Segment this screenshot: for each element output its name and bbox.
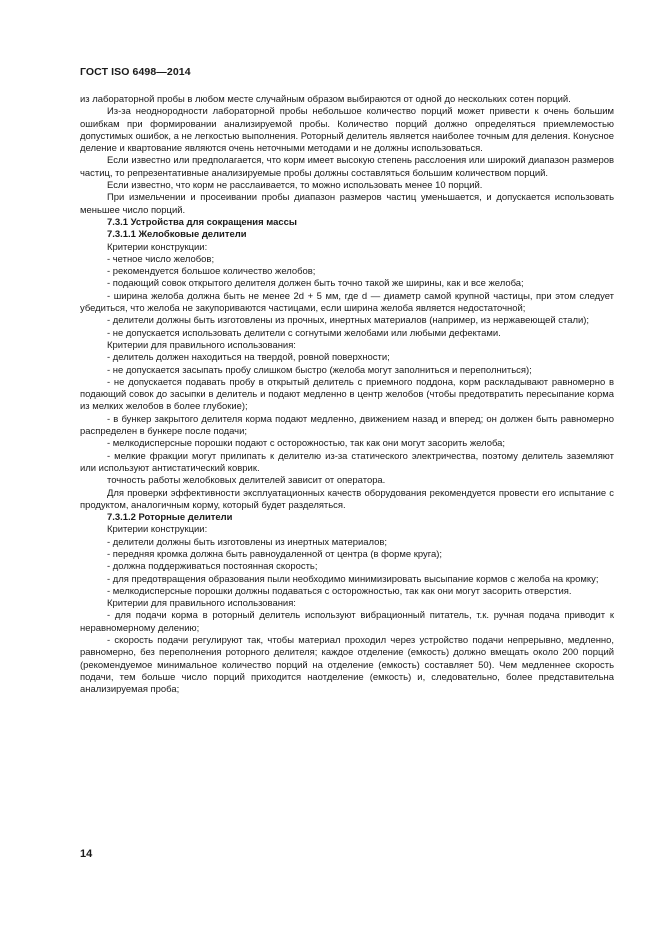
list-item: - ширина желоба должна быть не менее 2d + 5 мм, где d — диаметр самой крупной частицы, при этом следует убедиться, что желоба не закупориваются частицами, если ширина желоба является недостаточной;	[80, 290, 614, 315]
list-item: - для подачи корма в роторный делитель используют вибрационный питатель, т.к. ручная подача приводит к неравномерному делению;	[80, 610, 614, 634]
list-item: - в бункер закрытого делителя корма подают медленно, движением назад и вперед; он должен быть равномерно распределен в бункере после подачи;	[80, 413, 614, 438]
document-body	[80, 94, 614, 697]
section-heading: 7.3.1 Устройства для сокращения массы	[107, 216, 297, 228]
list-item: - мелкие фракции могут прилипать к делителю из-за статического электричества, поэтому делитель заземляют или используют антистатический коврик.	[80, 450, 614, 474]
list-item: - не допускается засыпать пробу слишком быстро (желоба могут заполниться и переполниться);	[107, 364, 532, 376]
paragraph: из лабораторной пробы в любом месте случайным образом выбираются от одной до нескольких сотен порций.	[80, 94, 571, 105]
document-header: ГОСТ ISO 6498—2014	[80, 66, 191, 78]
list-item: - рекомендуется большое количество желобов;	[107, 266, 316, 278]
list-item: - делители должны быть изготовлены из инертных материалов;	[107, 536, 387, 548]
paragraph: Из-за неоднородности лабораторной пробы небольшое количество порций может привести к очень большим ошибкам при формировании анализируемой пробы. Количество порций должно определяться приемлемостью допустимых ошибок, а не легкостью выполнения. Роторный делитель является наиболее точным для деления. Конусное деление и квартование являются очень неточными методами и не должны использоваться.	[80, 106, 614, 155]
paragraph: Критерии конструкции:	[107, 524, 208, 536]
paragraph: Если известно или предполагается, что корм имеет высокую степень расслоения или широкий диапазон размеров частиц, то репрезентативные анализируемые пробы должны составляться большим количеством порций.	[80, 155, 614, 179]
list-item: - не допускается использовать делители с согнутыми желобами или любыми дефектами.	[107, 327, 501, 339]
list-item: - делитель должен находиться на твердой, ровной поверхности;	[107, 352, 390, 364]
list-item: - скорость подачи регулируют так, чтобы материал проходил через устройство подачи непрерывно, медленно, равномерно, без переполнения роторного делителя; каждое отделение (емкость) должно вмещать около 200 порций (рекомендуемое минимальное количество порций на отделение (емкость) составляет 50). Чем медленнее скорость подачи, тем больше число порций приходится наотделение (емкость) и, следовательно, более представительна анализируемая проба;	[80, 635, 614, 696]
list-item: - должна поддерживаться постоянная скорость;	[107, 561, 318, 573]
list-item: - мелкодисперсные порошки должны подаваться с осторожностью, так как они могут засорить отверстия.	[107, 585, 572, 597]
paragraph: Если известно, что корм не расслаивается, то можно использовать менее 10 порций.	[107, 180, 483, 192]
paragraph: Критерии для правильного использования:	[107, 339, 296, 351]
paragraph: При измельчении и просеивании пробы диапазон размеров частиц уменьшается, и допускается использовать меньшее число порций.	[80, 192, 614, 216]
paragraph: Для проверки эффективности эксплуатационных качеств оборудования рекомендуется провести его испытание с продуктом, аналогичным корму, который будет разделяться.	[80, 487, 614, 511]
paragraph: точность работы желобковых делителей зависит от оператора.	[107, 475, 386, 487]
list-item: - мелкодисперсные порошки подают с осторожностью, так как они могут засорить желоба;	[107, 438, 505, 450]
paragraph: Критерии для правильного использования:	[107, 598, 296, 610]
list-item: - для предотвращения образования пыли необходимо минимизировать высыпание кормов с желоба на кромку;	[107, 573, 599, 585]
list-item: - четное число желобов;	[107, 253, 215, 265]
list-item: - подающий совок открытого делителя должен быть точно такой же ширины, как и все желоба;	[107, 278, 524, 290]
paragraph: Критерии конструкции:	[107, 241, 208, 253]
section-heading: 7.3.1.1 Желобковые делители	[107, 229, 247, 241]
section-heading: 7.3.1.2 Роторные делители	[107, 512, 233, 524]
list-item: - делители должны быть изготовлены из прочных, инертных материалов (например, из нержавеющей стали);	[107, 315, 589, 327]
list-item: - передняя кромка должна быть равноудаленной от центра (в форме круга);	[107, 548, 442, 560]
list-item: - не допускается подавать пробу в открытый делитель с приемного поддона, корм раскладывают равномерно в подающий совок до засыпки в делитель и подают медленно в центр желобов (чтобы предотвратить пересыпание корма из мелких желобов в более глубокие);	[80, 376, 614, 413]
page-number: 14	[80, 848, 93, 860]
